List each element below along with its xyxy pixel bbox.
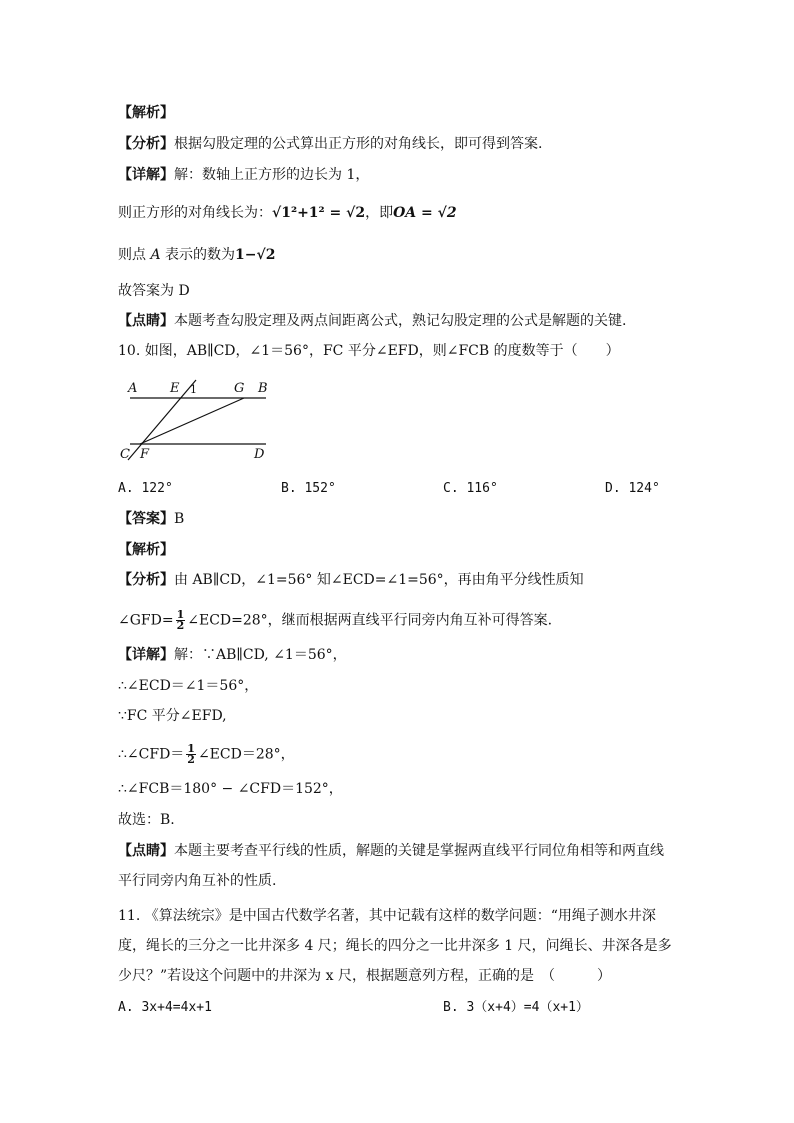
answer-line: 故答案为 D [118,283,190,299]
label-angle-1: 1 [190,383,197,396]
question-11-line-1: 11. 《算法统宗》是中国古代数学名著，其中记载有这样的数学问题：“用绳子测水井深 [118,908,656,924]
label-e: E [170,381,180,396]
oa-formula: OA = √2 [393,205,457,221]
analysis-note-2: 【分析】由 AB∥CD，∠1=56° 知∠ECD=∠1=56°，再由角平分线性质知 [118,572,584,588]
label-a: A [128,381,138,396]
insight-note-2: 【点睛】本题主要考查平行线的性质，解题的关键是掌握两直线平行同位角相等和两直线 [118,843,664,859]
choice-line: 故选：B. [118,812,175,828]
insight-note-2-cont: 平行同旁内角互补的性质. [118,873,277,889]
analysis-heading: 【解析】 [118,105,174,121]
question-10: 10. 如图，AB∥CD，∠1＝56°，FC 平分∠EFD，则∠FCB 的度数等于（ ） [118,343,620,359]
gfd-line: ∠GFD= $\frac{1}{2}$ ∠ECD=28°，继而根据两直线平行同旁内角互补可得答案. [118,608,553,632]
point-a-formula: 1−√2 [235,247,276,263]
half-fraction: $\frac{1}{2}$ [176,608,185,632]
label-f: F [140,447,150,462]
option-d: D. 124° [605,481,660,496]
answer-tag: 【答案】B [118,511,185,527]
insight-note: 【点睛】本题考查勾股定理及两点间距离公式，熟记勾股定理的公式是解题的关键. [118,313,627,329]
solution-detail: 【详解】解：数轴上正方形的边长为 1， [118,167,370,183]
step-fcb: ∴∠FCB＝180° − ∠CFD＝152°， [118,781,343,797]
half-fraction-2: $\frac{1}{2}$ [187,742,195,766]
label-c: C [120,447,130,462]
line-ef [128,380,196,460]
step-bisector: ∵FC 平分∠EFD, [118,708,227,724]
question-11-line-2: 度，绳长的三分之一比井深多 4 尺；绳长的四分之一比井深多 1 尺，问绳长、井深各是多 [118,938,672,954]
geometry-figure [118,374,278,464]
line-fg [140,398,244,444]
step-ecd: ∴∠ECD＝∠1＝56°， [118,678,259,694]
point-a-line: 则点 A 表示的数为1−√2 [118,247,276,263]
diagonal-formula: √1²+1² = √2 [272,205,366,221]
label-g: G [234,381,245,396]
diagonal-line: 则正方形的对角线长为：√1²+1² = √2，即OA = √2 [118,205,457,221]
option-a: A. 122° [118,481,173,496]
question-11-line-3: 少尺？”若设这个问题中的井深为 x 尺，根据题意列方程，正确的是 （ ） [118,968,611,984]
option-b: B. 152° [281,481,336,496]
analysis-heading-2: 【解析】 [118,542,174,558]
option-11-b: B. 3（x+4）=4（x+1） [443,1000,589,1015]
option-11-a: A. 3x+4=4x+1 [118,1000,212,1015]
option-c: C. 116° [443,481,498,496]
solution-detail-2: 【详解】解：∵AB∥CD, ∠1＝56°， [118,647,347,663]
analysis-note: 【分析】根据勾股定理的公式算出正方形的对角线长，即可得到答案. [118,136,543,152]
step-cfd: ∴∠CFD＝ $\frac{1}{2}$ ∠ECD＝28°， [118,742,295,766]
label-b: B [258,381,268,396]
label-d: D [254,447,265,462]
